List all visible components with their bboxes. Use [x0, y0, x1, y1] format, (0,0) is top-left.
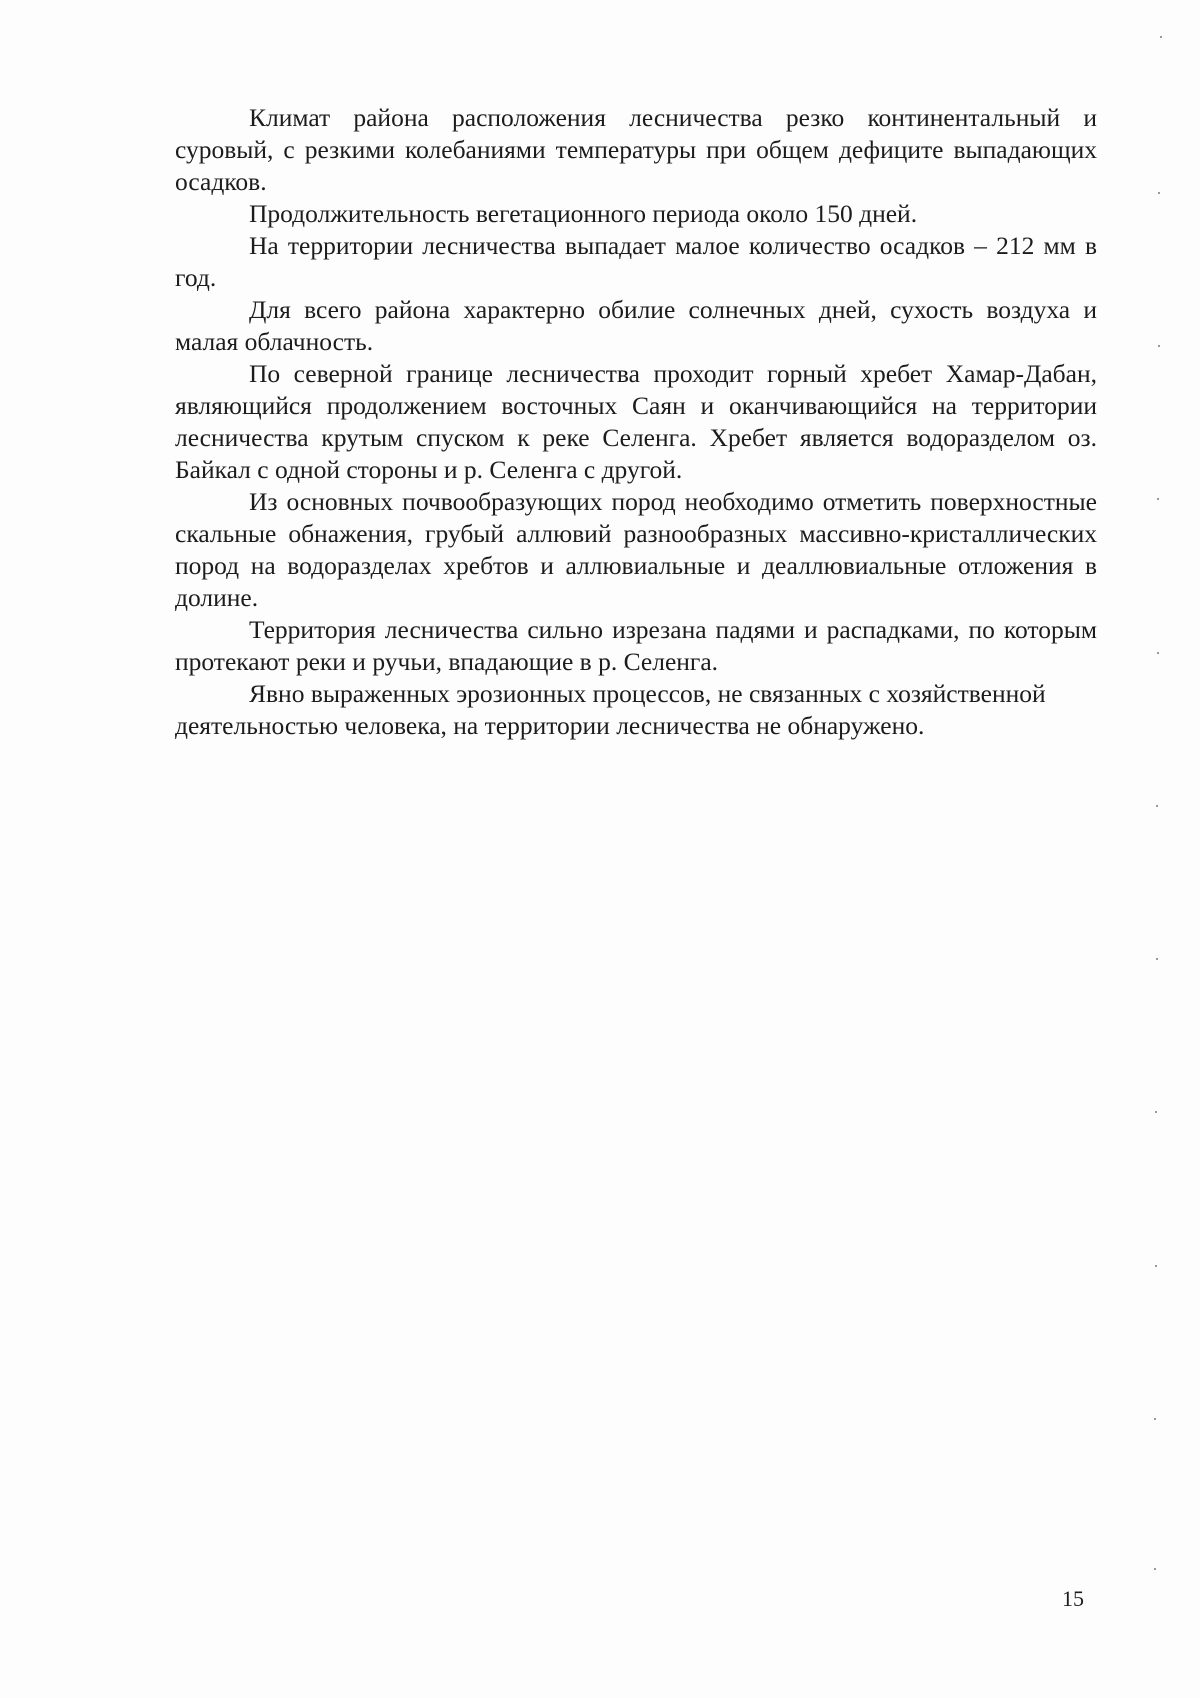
scan-mark [1158, 345, 1160, 347]
paragraph-sunny-days: Для всего района характерно обилие солнечных дней, сухость воздуха и малая облачность. [175, 295, 1097, 356]
paragraph-erosion: Явно выраженных эрозионных процессов, не связанных с хозяйственной деятельностью человека, на территории лесничества не обнаружено. [175, 679, 1046, 740]
scan-mark [1158, 192, 1160, 194]
scan-mark [1154, 1568, 1156, 1570]
scan-mark [1155, 1265, 1157, 1267]
scan-mark [1160, 36, 1162, 38]
paragraph-mountain-ridge: По северной границе лесничества проходит горный хребет Хамар-Дабан, являющийся продолжением восточных Саян и оканчивающийся на территории лесничества крутым спуском к реке Селенга. Хребет является водоразделом оз. Байкал с одной стороны и р. Селенга с другой. [175, 359, 1097, 484]
scan-mark [1156, 805, 1158, 807]
paragraph-terrain: Территория лесничества сильно изрезана падями и распадками, по которым протекают реки и ручьи, впадающие в р. Селенга. [175, 615, 1097, 676]
scan-mark [1157, 498, 1159, 500]
paragraph-vegetation-period: Продолжительность вегетационного периода около 150 дней. [249, 199, 918, 228]
scan-mark [1155, 1111, 1157, 1113]
scan-mark [1154, 1418, 1156, 1420]
scan-mark [1157, 652, 1159, 654]
paragraph-precipitation: На территории лесничества выпадает малое количество осадков – 212 мм в год. [175, 231, 1097, 292]
paragraph-soil-rocks: Из основных почвообразующих пород необходимо отметить поверхностные скальные обнажения, грубый аллювий разнообразных массивно-кристаллических пород на водоразделах хребтов и аллювиальные и деаллювиальные отложения в долине. [175, 487, 1097, 612]
scan-mark [1156, 958, 1158, 960]
paragraph-climate: Климат района расположения лесничества резко континентальный и суровый, с резкими колебаниями температуры при общем дефиците выпадающих осадков. [175, 103, 1097, 196]
page-number: 15 [1062, 1586, 1084, 1611]
document-body [175, 102, 1097, 742]
